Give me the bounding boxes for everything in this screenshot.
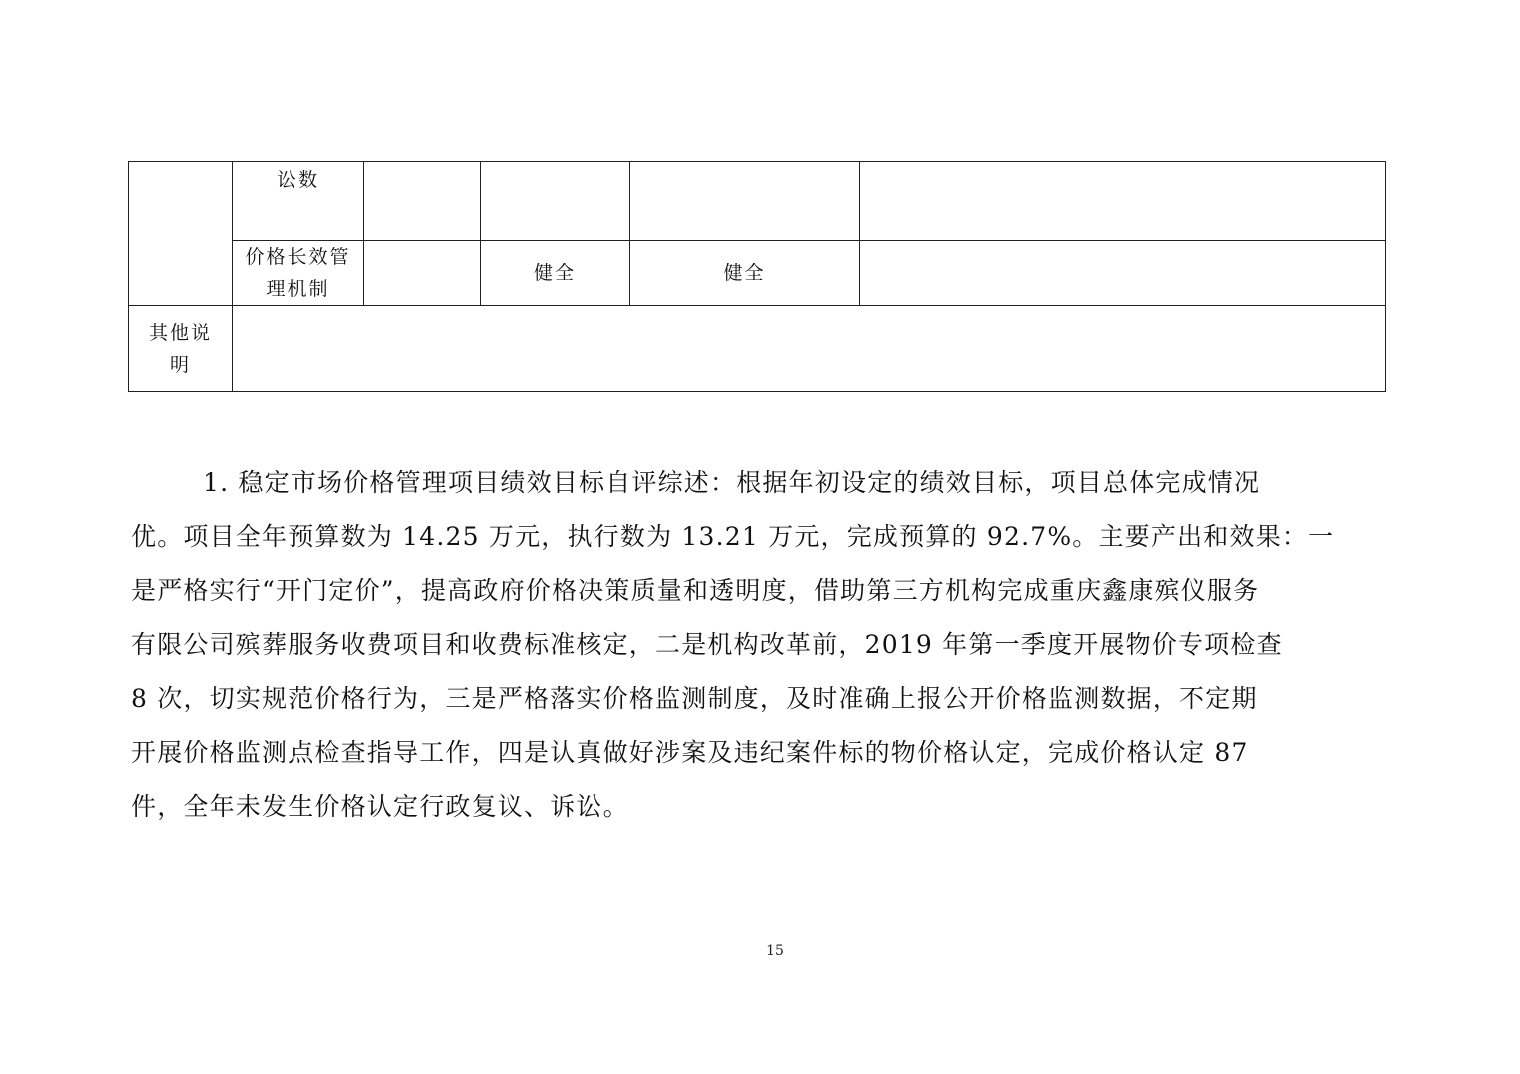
weight-cell (364, 241, 481, 306)
performance-table (128, 161, 1386, 392)
summary-line: 开展价格监测点检查指导工作，四是认真做好涉案及违纪案件标的物价格认定，完成价格认定 87 (131, 738, 1249, 767)
indicator-cell (233, 241, 364, 306)
table-row (129, 306, 1386, 392)
summary-line: 1. 稳定市场价格管理项目绩效目标自评综述：根据年初设定的绩效目标，项目总体完成情况 (203, 468, 1261, 497)
remark-cell (860, 162, 1386, 241)
target-value: 健全 (533, 262, 576, 284)
summary-line: 8 次，切实规范价格行为，三是严格落实价格监测制度，及时准确上报公开价格监测数据，不定期 (131, 684, 1258, 713)
summary-paragraph (131, 456, 1381, 834)
other-notes-content-cell (233, 306, 1386, 392)
indicator-text: 讼数 (276, 169, 319, 191)
other-notes-label-line2: 明 (169, 353, 191, 376)
summary-line: 优。项目全年预算数为 14.25 万元，执行数为 13.21 万元，完成预算的 92.7%。主要产出和效果：一 (131, 522, 1335, 551)
table-row (129, 241, 1386, 306)
indicator-text-line2: 理机制 (266, 278, 330, 300)
page-number: 15 (766, 943, 784, 959)
category-cell (129, 162, 233, 306)
other-notes-label-cell (129, 306, 233, 392)
target-cell (481, 241, 630, 306)
weight-cell (364, 162, 481, 241)
target-cell (481, 162, 630, 241)
remark-cell (860, 241, 1386, 306)
summary-line: 是严格实行“开门定价”，提高政府价格决策质量和透明度，借助第三方机构完成重庆鑫康殡仪服务 (131, 576, 1260, 605)
summary-line: 件，全年未发生价格认定行政复议、诉讼。 (131, 792, 629, 821)
actual-value: 健全 (723, 262, 766, 284)
other-notes-label-line1: 其他说 (148, 321, 212, 344)
actual-cell (630, 241, 860, 306)
indicator-text-line1: 价格长效管 (245, 246, 351, 268)
table-row (129, 162, 1386, 241)
summary-line: 有限公司殡葬服务收费项目和收费标准核定，二是机构改革前，2019 年第一季度开展物价专项检查 (131, 630, 1283, 659)
actual-cell (630, 162, 860, 241)
indicator-cell (233, 162, 364, 241)
